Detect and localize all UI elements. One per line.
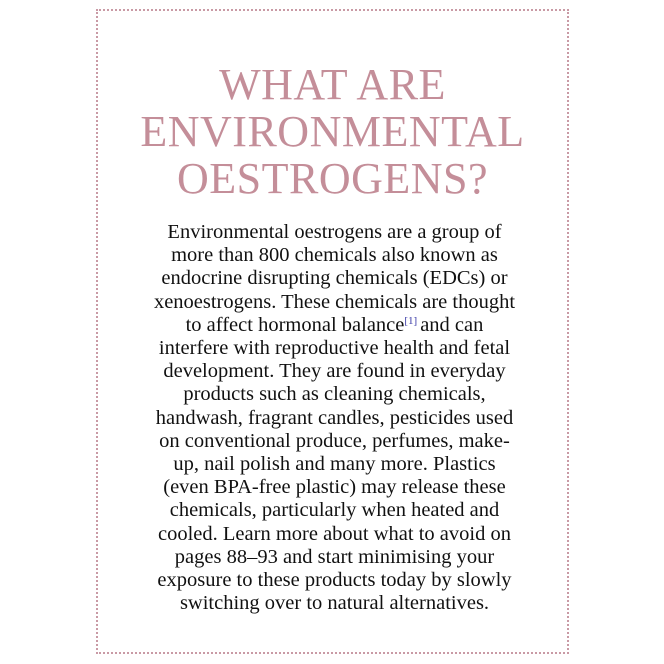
- card-title: [98, 61, 567, 202]
- body-line: switching over to natural alternatives.: [179, 592, 490, 615]
- reference-link[interactable]: [1]: [404, 314, 418, 327]
- body-line: products such as cleaning chemicals,: [183, 383, 486, 406]
- body-line: chemicals, particularly when heated and: [169, 499, 500, 522]
- body-line: interfere with reproductive health and fetal: [158, 337, 511, 360]
- body-line: handwash, fragrant candles, pesticides used: [155, 406, 514, 429]
- body-line: Environmental oestrogens are a group of: [167, 221, 502, 243]
- body-line: up, nail polish and many more. Plastics: [173, 453, 496, 476]
- info-card: [96, 9, 569, 654]
- body-line: (even BPA-free plastic) may release these: [163, 476, 506, 499]
- body-line: cooled. Learn more about what to avoid on: [158, 522, 511, 545]
- card-body-text: [118, 221, 551, 615]
- body-line-segment: and can: [420, 313, 484, 336]
- title-line: ENVIRONMENTAL: [140, 107, 525, 156]
- title-line: WHAT ARE: [219, 60, 446, 109]
- body-line: xenoestrogens. These chemicals are thought: [153, 290, 516, 313]
- body-line-with-reference: [118, 314, 551, 337]
- body-line: on conventional produce, perfumes, make-: [159, 429, 510, 452]
- body-line: exposure to these products today by slowly: [157, 569, 512, 592]
- body-line: more than 800 chemicals also known as: [171, 244, 498, 267]
- title-line: OESTROGENS?: [176, 154, 489, 203]
- body-line-segment: to affect hormonal balance: [185, 313, 405, 336]
- body-line: endocrine disrupting chemicals (EDCs) or: [161, 267, 508, 290]
- body-line: pages 88–93 and start minimising your: [174, 545, 495, 568]
- body-line: development. They are found in everyday: [163, 360, 506, 383]
